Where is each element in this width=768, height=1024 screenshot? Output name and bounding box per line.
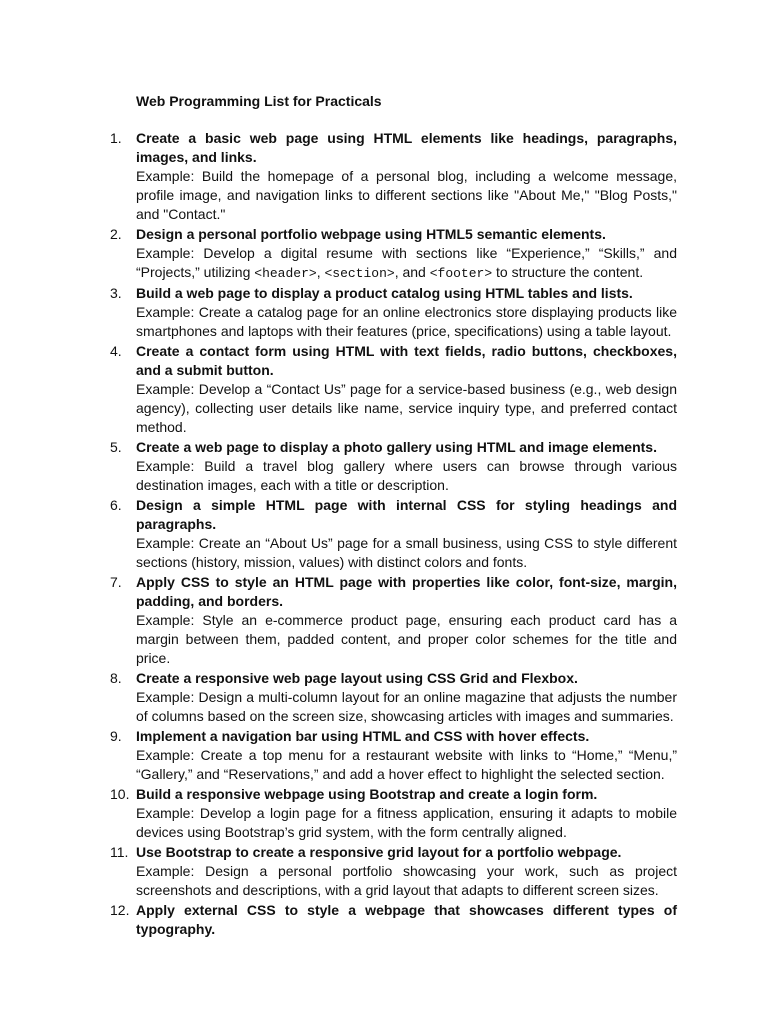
- code-section-tag: <section>: [324, 266, 395, 281]
- list-item: [110, 843, 677, 900]
- item-number: 10.: [110, 786, 130, 802]
- item-example: Example: Create a top menu for a restaurant website with links to “Home,” “Menu,” “Gallery,” and “Reservations,” and add a hover effect to highlight the selected section.: [136, 747, 677, 782]
- list-item: [110, 785, 677, 842]
- item-number: 9.: [110, 728, 122, 744]
- item-number: 12.: [110, 902, 130, 918]
- item-heading: Create a responsive web page layout using CSS Grid and Flexbox.: [136, 670, 578, 686]
- example-text: , and: [394, 264, 430, 280]
- list-item: [110, 727, 677, 784]
- item-heading: Create a web page to display a photo gallery using HTML and image elements.: [136, 439, 657, 455]
- list-item: [110, 129, 677, 224]
- item-example: Example: Create a catalog page for an online electronics store displaying products like smartphones and laptops with their features (price, specifications) using a table layout.: [136, 304, 677, 339]
- item-heading: Apply CSS to style an HTML page with properties like color, font-size, margin, padding, and borders.: [136, 574, 677, 609]
- item-number: 8.: [110, 670, 122, 686]
- item-example: Example: Design a personal portfolio showcasing your work, such as project screenshots and descriptions, with a grid layout that adapts to different screen sizes.: [136, 863, 677, 898]
- list-item: [110, 284, 677, 341]
- list-item: [110, 438, 677, 495]
- list-item: [110, 496, 677, 572]
- item-heading: Build a responsive webpage using Bootstrap and create a login form.: [136, 786, 598, 802]
- item-number: 7.: [110, 574, 122, 590]
- list-item: [110, 669, 677, 726]
- item-example: Example: Build the homepage of a personal blog, including a welcome message, profile image, and navigation links to different sections like "About Me," "Blog Posts," and "Contact.": [136, 168, 677, 222]
- list-item: [110, 901, 677, 939]
- item-heading: Design a simple HTML page with internal CSS for styling headings and paragraphs.: [136, 497, 677, 532]
- item-example: Example: Develop a “Contact Us” page for a service-based business (e.g., web design agency), collecting user details like name, service inquiry type, and preferred contact method.: [136, 381, 677, 435]
- code-header-tag: <header>: [254, 266, 317, 281]
- item-number: 5.: [110, 439, 122, 455]
- item-heading: Apply external CSS to style a webpage that showcases different types of typography.: [136, 902, 677, 937]
- item-example: Example: Create an “About Us” page for a small business, using CSS to style different sections (history, mission, values) with distinct colors and fonts.: [136, 535, 677, 570]
- list-item: [110, 342, 677, 437]
- item-heading: Implement a navigation bar using HTML and CSS with hover effects.: [136, 728, 590, 744]
- item-example: Example: Develop a login page for a fitness application, ensuring it adapts to mobile devices using Bootstrap’s grid system, with the form centrally aligned.: [136, 805, 677, 840]
- item-heading: Use Bootstrap to create a responsive grid layout for a portfolio webpage.: [136, 844, 622, 860]
- example-text: Example: Develop a digital resume with sections like “Experience,” “Skills,” and “Projects,” utilizing: [136, 245, 677, 280]
- item-heading: Build a web page to display a product catalog using HTML tables and lists.: [136, 285, 633, 301]
- practicals-list: [110, 129, 677, 940]
- item-number: 1.: [110, 130, 122, 146]
- list-item: [110, 573, 677, 668]
- item-number: 11.: [110, 844, 129, 860]
- list-item: [110, 225, 677, 283]
- item-example: Example: Style an e-commerce product page, ensuring each product card has a margin between them, padded content, and proper color schemes for the title and price.: [136, 612, 677, 666]
- item-number: 4.: [110, 343, 122, 359]
- code-footer-tag: <footer>: [429, 266, 493, 281]
- item-number: 3.: [110, 285, 122, 301]
- item-number: 2.: [110, 226, 122, 242]
- item-heading: Design a personal portfolio webpage using HTML5 semantic elements.: [136, 226, 606, 242]
- item-example: Example: Build a travel blog gallery where users can browse through various destination images, each with a title or description.: [136, 458, 677, 493]
- item-heading: Create a basic web page using HTML elements like headings, paragraphs, images, and links.: [136, 130, 677, 165]
- item-example: [136, 244, 677, 283]
- example-text: ,: [316, 264, 325, 280]
- item-number: 6.: [110, 497, 122, 513]
- item-heading: Create a contact form using HTML with text fields, radio buttons, checkboxes, and a submit button.: [136, 343, 677, 378]
- document-title: Web Programming List for Practicals: [136, 93, 382, 109]
- item-example: Example: Design a multi-column layout for an online magazine that adjusts the number of columns based on the screen size, showcasing articles with images and summaries.: [136, 689, 677, 724]
- example-text: to structure the content.: [492, 264, 644, 280]
